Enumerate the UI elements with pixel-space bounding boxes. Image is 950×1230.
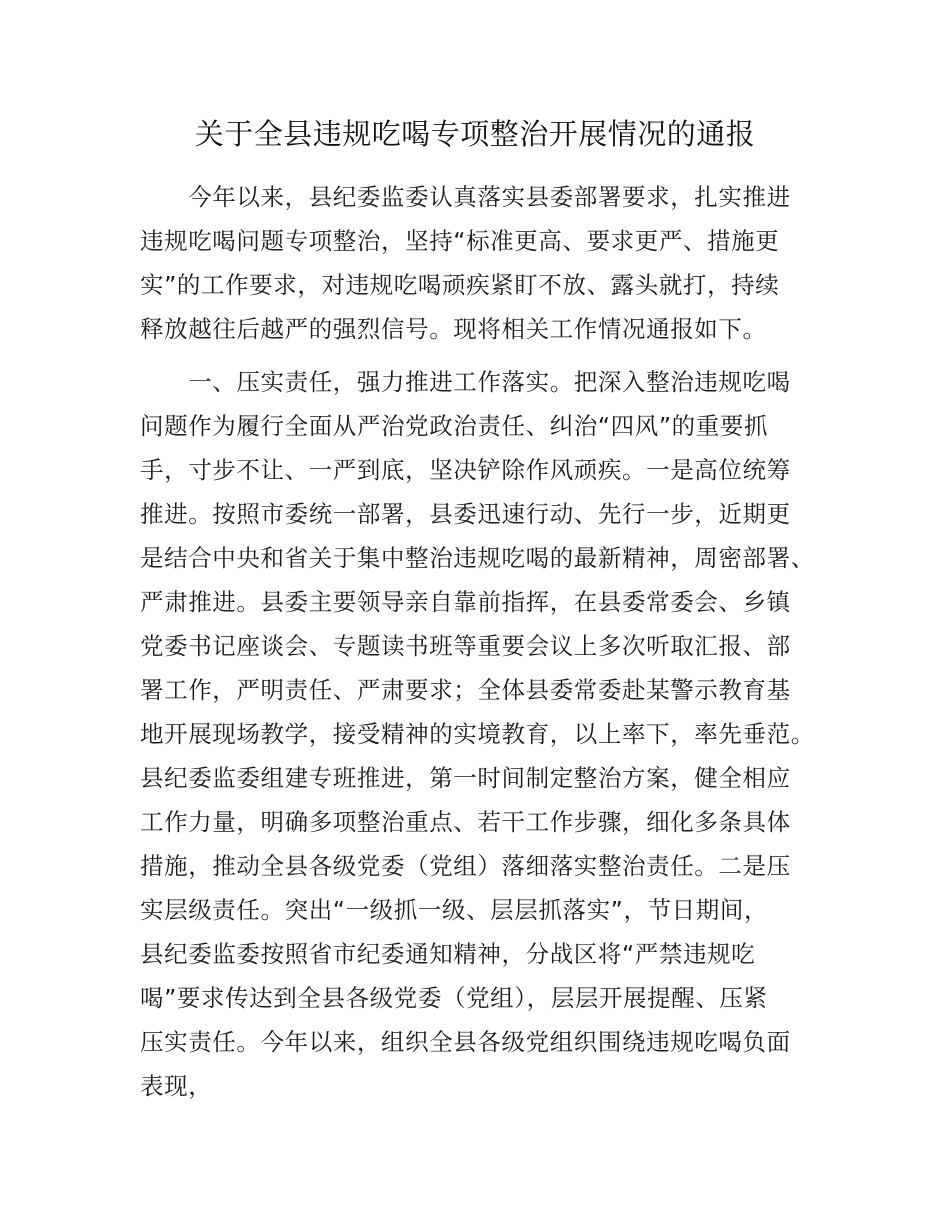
body-line-16: 措施，推动全县各级党委（党组）落细落实整治责任。二是压: [140, 852, 791, 880]
body-line-7: 手，寸步不让、一严到底，坚决铲除作风顽疾。一是高位统筹: [140, 456, 791, 484]
body-line-19: 喝”要求传达到全县各级党委（党组），层层开展提醒、压紧: [140, 984, 768, 1012]
body-line-17: 实层级责任。突出“一级抓一级、层层抓落实”，节日期间，: [140, 896, 769, 924]
document-title: 关于全县违规吃喝专项整治开展情况的通报: [194, 117, 756, 151]
body-line-2: 违规吃喝问题专项整治，坚持“标准更高、要求更严、措施更: [140, 227, 780, 255]
body-line-10: 严肃推进。县委主要领导亲自靠前指挥，在县委常委会、乡镇: [140, 588, 791, 616]
body-line-6: 问题作为履行全面从严治党政治责任、纠治“四风”的重要抓: [140, 412, 769, 440]
body-line-8: 推进。按照市委统一部署，县委迅速行动、先行一步，近期更: [140, 500, 791, 528]
body-line-21: 表现，: [140, 1072, 213, 1100]
body-line-13: 地开展现场教学，接受精神的实境教育，以上率下，率先垂范。: [140, 720, 815, 748]
body-line-9: 是结合中央和省关于集中整治违规吃喝的最新精神，周密部署、: [140, 544, 815, 572]
body-line-18: 县纪委监委按照省市纪委通知精神，分战区将“严禁违规吃: [140, 940, 756, 968]
body-line-12: 署工作，严明责任、严肃要求；全体县委常委赴某警示教育基: [140, 676, 791, 704]
body-line-11: 党委书记座谈会、专题读书班等重要会议上多次听取汇报、部: [140, 632, 791, 660]
body-line-15: 工作力量，明确多项整治重点、若干工作步骤，细化多条具体: [140, 808, 791, 836]
body-line-14: 县纪委监委组建专班推进，第一时间制定整治方案，健全相应: [140, 764, 791, 792]
body-line-3: 实”的工作要求，对违规吃喝顽疾紧盯不放、露头就打，持续: [140, 271, 780, 299]
body-line-4: 释放越往后越严的强烈信号。现将相关工作情况通报如下。: [140, 315, 767, 343]
body-line-20: 压实责任。今年以来，组织全县各级党组织围绕违规吃喝负面: [140, 1028, 791, 1056]
body-line-1: 今年以来，县纪委监委认真落实县委部署要求，扎实推进: [140, 183, 791, 211]
body-line-5: 一、压实责任，强力推进工作落实。把深入整治违规吃喝: [140, 368, 791, 396]
